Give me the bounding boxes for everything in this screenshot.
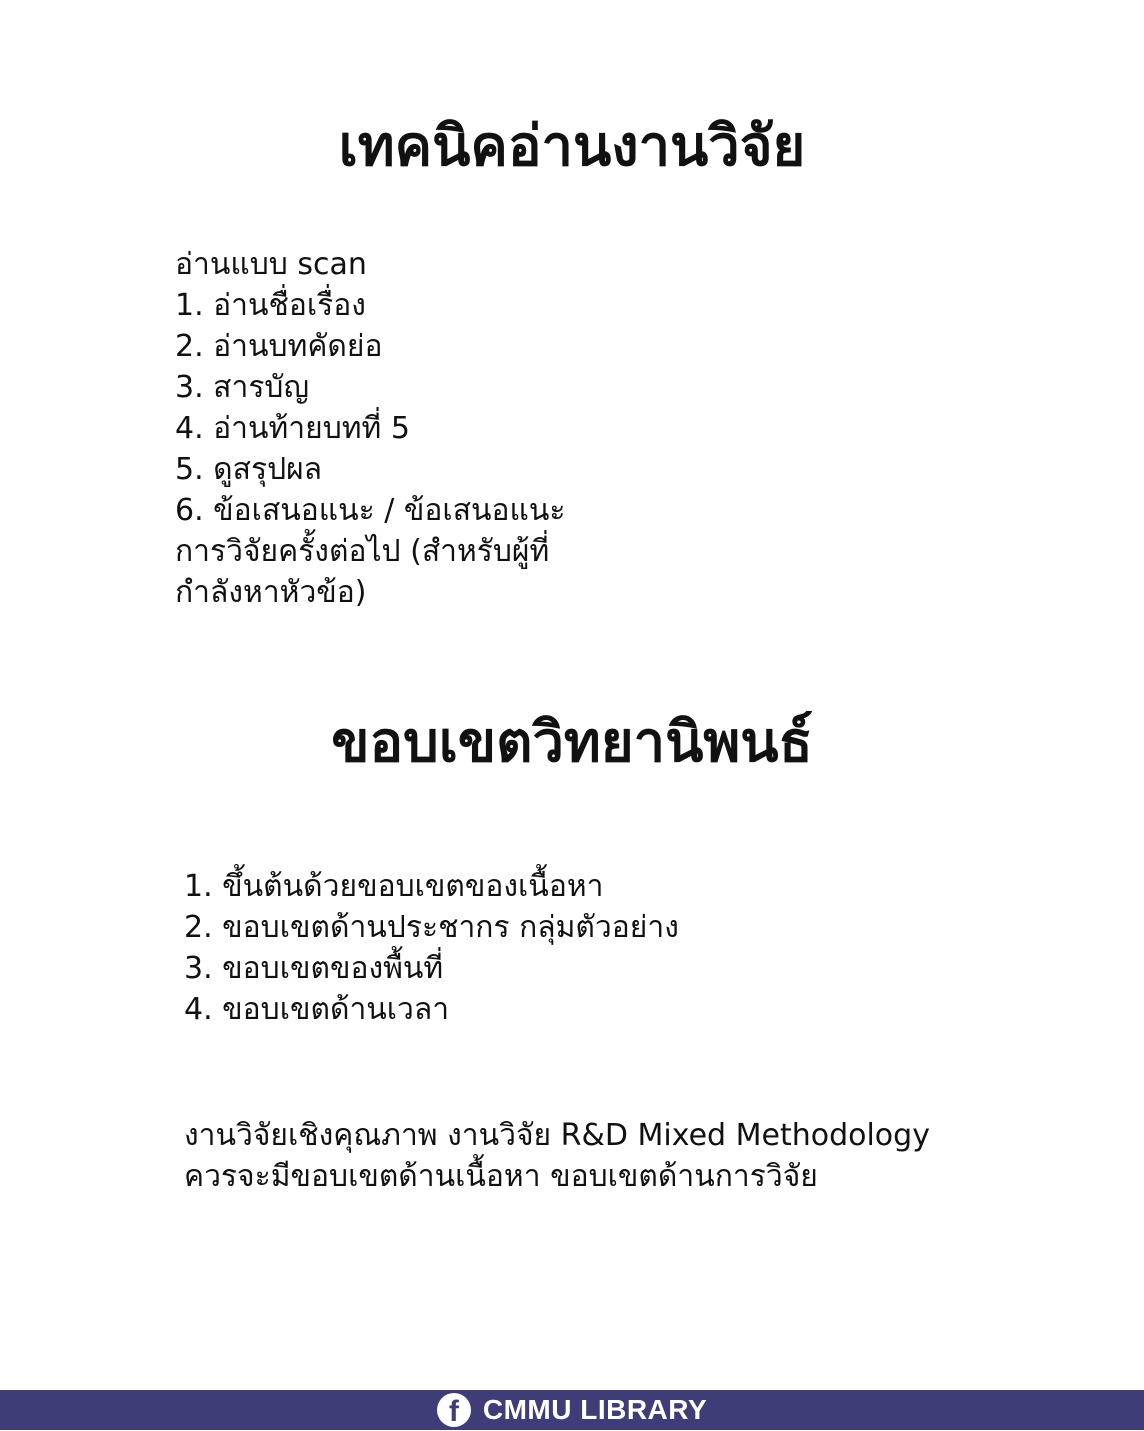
list-item: อ่านแบบ scan (175, 247, 367, 282)
list-item: 5. ดูสรุปผล (175, 452, 323, 487)
reading-steps-list (175, 244, 595, 613)
list-item: 4. ขอบเขตด้านเวลา (184, 992, 450, 1027)
footer-label[interactable]: CMMU LIBRARY (482, 1394, 708, 1425)
list-item: 1. ขึ้นต้นด้วยขอบเขตของเนื้อหา (184, 869, 604, 904)
list-item: 6. ข้อเสนอแนะ / ข้อเสนอแนะการวิจัยครั้งต่อไป (สำหรับผู้ที่กำลังหาหัวข้อ) (175, 493, 566, 610)
facebook-icon[interactable]: f (437, 1393, 471, 1427)
list-item: 4. อ่านท้ายบทที่ 5 (175, 411, 410, 446)
note-line: งานวิจัยเชิงคุณภาพ งานวิจัย R&D Mixed Methodology (184, 1118, 930, 1153)
list-item: 1. อ่านชื่อเรื่อง (175, 288, 366, 323)
scope-note (184, 1115, 930, 1197)
note-line: ควรจะมีขอบเขตด้านเนื้อหา ขอบเขตด้านการวิจัย (184, 1159, 818, 1194)
list-item: 2. ขอบเขตด้านประชากร กลุ่มตัวอย่าง (184, 910, 679, 945)
section-title-reading-techniques: เทคนิคอ่านงานวิจัย (338, 114, 806, 179)
list-item: 3. สารบัญ (175, 370, 310, 405)
list-item: 3. ขอบเขตของพื้นที่ (184, 951, 444, 986)
footer-bar (0, 1390, 1144, 1430)
list-item: 2. อ่านบทคัดย่อ (175, 329, 383, 364)
scope-list (184, 866, 679, 1030)
section-title-thesis-scope: ขอบเขตวิทยานิพนธ์ (331, 710, 813, 775)
